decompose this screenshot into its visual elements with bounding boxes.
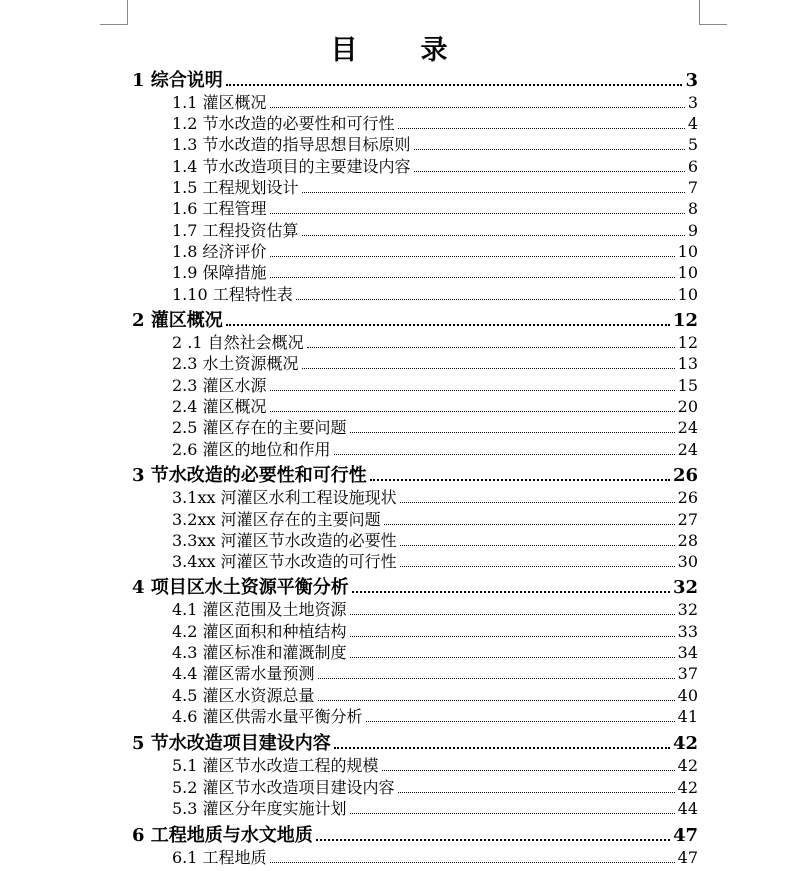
toc-label: 4 项目区水土资源平衡分析 xyxy=(132,577,349,598)
toc-page-number: 42 xyxy=(677,778,698,797)
toc-label: 1.9 保障措施 xyxy=(172,263,267,282)
toc-page-number: 12 xyxy=(672,310,698,331)
toc-label: 3.2xx 河灌区存在的主要问题 xyxy=(172,510,381,529)
toc-page-number: 40 xyxy=(677,686,698,705)
toc-entry-2-1[interactable] xyxy=(172,330,698,351)
toc-page-number: 10 xyxy=(677,242,698,261)
dot-leader xyxy=(350,602,675,615)
dot-leader xyxy=(334,442,675,455)
dot-leader xyxy=(350,420,675,433)
toc-label: 2.6 灌区的地位和作用 xyxy=(172,440,331,459)
toc-label: 1.5 工程规划设计 xyxy=(172,178,299,197)
dot-leader xyxy=(400,490,675,503)
toc-page-number: 42 xyxy=(677,756,698,775)
toc-entry-3-3[interactable] xyxy=(172,528,698,549)
toc-entry-2-4[interactable] xyxy=(172,394,698,415)
toc-label: 3 节水改造的必要性和可行性 xyxy=(132,465,367,486)
toc-section-3[interactable] xyxy=(132,461,698,485)
toc-entry-4-2[interactable] xyxy=(172,619,698,640)
dot-leader xyxy=(398,780,675,793)
toc-label: 4.1 灌区范围及土地资源 xyxy=(172,600,347,619)
toc-entry-2-6[interactable] xyxy=(172,437,698,458)
toc-label: 1.4 节水改造项目的主要建设内容 xyxy=(172,157,411,176)
toc-page-number: 12 xyxy=(677,333,698,352)
toc-entry-4-1[interactable] xyxy=(172,597,698,618)
toc-page-number: 7 xyxy=(687,178,698,197)
toc-label: 1.3 节水改造的指导思想目标原则 xyxy=(172,135,411,154)
toc-label: 2.4 灌区概况 xyxy=(172,397,267,416)
dot-leader xyxy=(398,116,685,129)
toc-label: 1.8 经济评价 xyxy=(172,242,267,261)
toc-page-number: 41 xyxy=(677,707,698,726)
toc-entry-5-2[interactable] xyxy=(172,775,698,796)
dot-leader xyxy=(302,180,685,193)
toc-entry-3-1[interactable] xyxy=(172,485,698,506)
toc-page-number: 27 xyxy=(677,510,698,529)
dot-leader xyxy=(307,335,675,348)
toc-page-number: 44 xyxy=(677,799,698,818)
toc-page-number: 5 xyxy=(687,135,698,154)
toc-label: 4.3 灌区标准和灌溉制度 xyxy=(172,643,347,662)
toc-entry-1-2[interactable] xyxy=(172,111,698,132)
toc-label: 2.3 水土资源概况 xyxy=(172,354,299,373)
dot-leader xyxy=(414,137,685,150)
dot-leader xyxy=(350,645,675,658)
dot-leader xyxy=(270,95,685,108)
toc-entry-3-4[interactable] xyxy=(172,549,698,570)
toc-label: 4.5 灌区水资源总量 xyxy=(172,686,315,705)
toc-page-number: 3 xyxy=(687,93,698,112)
toc-label: 1.2 节水改造的必要性和可行性 xyxy=(172,114,395,133)
toc-entry-4-5[interactable] xyxy=(172,683,698,704)
toc-label: 2.3 灌区水源 xyxy=(172,376,267,395)
toc-entry-5-3[interactable] xyxy=(172,796,698,817)
toc-entry-6-1[interactable] xyxy=(172,845,698,866)
toc-entry-2-3[interactable] xyxy=(172,373,698,394)
toc-label: 1.6 工程管理 xyxy=(172,199,267,218)
toc-page-number: 3 xyxy=(685,70,698,91)
dot-leader xyxy=(318,666,675,679)
toc-page-number: 26 xyxy=(672,465,698,486)
toc-page-number: 28 xyxy=(677,531,698,550)
toc-label: 3.1xx 河灌区水利工程设施现状 xyxy=(172,488,397,507)
toc-page-number: 20 xyxy=(677,397,698,416)
toc-entry-2-5[interactable] xyxy=(172,415,698,436)
toc-label: 4.6 灌区供需水量平衡分析 xyxy=(172,707,363,726)
dot-leader xyxy=(382,758,675,771)
toc-section-6[interactable] xyxy=(132,821,698,845)
toc-title: 目 录 xyxy=(330,35,466,66)
dot-leader xyxy=(270,265,675,278)
toc-entry-1-6[interactable] xyxy=(172,196,698,217)
toc-page-number: 15 xyxy=(677,376,698,395)
toc-entry-1-9[interactable] xyxy=(172,260,698,281)
toc-page-number: 33 xyxy=(677,622,698,641)
toc-label: 5.2 灌区节水改造项目建设内容 xyxy=(172,778,395,797)
toc-section-1[interactable] xyxy=(132,66,698,90)
toc-page-number: 32 xyxy=(677,600,698,619)
dot-leader xyxy=(366,709,675,722)
dot-leader xyxy=(414,159,685,172)
dot-leader xyxy=(302,356,675,369)
toc-page-number: 13 xyxy=(677,354,698,373)
toc-entry-1-8[interactable] xyxy=(172,239,698,260)
dot-leader xyxy=(400,533,675,546)
toc-page-number: 30 xyxy=(677,552,698,571)
dot-leader xyxy=(316,826,670,841)
toc-section-4[interactable] xyxy=(132,573,698,597)
toc-label: 6.1 工程地质 xyxy=(172,848,267,867)
toc-page-number: 4 xyxy=(687,114,698,133)
dot-leader xyxy=(400,554,675,567)
dot-leader xyxy=(270,244,675,257)
toc-section-2[interactable] xyxy=(132,306,698,330)
toc-label: 1.1 灌区概况 xyxy=(172,93,267,112)
toc-page-number: 10 xyxy=(677,285,698,304)
toc-page-number: 10 xyxy=(677,263,698,282)
toc-page-number: 8 xyxy=(687,199,698,218)
toc-entry-1-5[interactable] xyxy=(172,175,698,196)
toc-page-number: 6 xyxy=(687,157,698,176)
toc-entry-4-3[interactable] xyxy=(172,640,698,661)
toc-label: 2.5 灌区存在的主要问题 xyxy=(172,418,347,437)
toc-entry-1-1[interactable] xyxy=(172,90,698,111)
toc-label: 5.3 灌区分年度实施计划 xyxy=(172,799,347,818)
toc-section-5[interactable] xyxy=(132,729,698,753)
toc-page-number: 34 xyxy=(677,643,698,662)
dot-leader xyxy=(350,801,675,814)
toc-label: 4.2 灌区面积和种植结构 xyxy=(172,622,347,641)
dot-leader xyxy=(296,287,675,300)
toc-label: 5.1 灌区节水改造工程的规模 xyxy=(172,756,379,775)
toc-label: 3.4xx 河灌区节水改造的可行性 xyxy=(172,552,397,571)
toc-entry-1-7[interactable] xyxy=(172,218,698,239)
toc-label: 2 .1 自然社会概况 xyxy=(172,333,304,352)
toc-entry-5-1[interactable] xyxy=(172,753,698,774)
dot-leader xyxy=(350,624,675,637)
dot-leader xyxy=(302,223,685,236)
toc-label: 1 综合说明 xyxy=(132,70,223,91)
toc-label: 1.7 工程投资估算 xyxy=(172,221,299,240)
toc-entry-1-10[interactable] xyxy=(172,282,698,303)
dot-leader xyxy=(352,578,670,593)
toc-entry-4-6[interactable] xyxy=(172,704,698,725)
dot-leader xyxy=(318,688,675,701)
dot-leader xyxy=(270,378,675,391)
toc-page-number: 24 xyxy=(677,418,698,437)
toc-entry-1-3[interactable] xyxy=(172,132,698,153)
toc-page-number: 47 xyxy=(677,848,698,867)
dot-leader xyxy=(370,466,670,481)
toc-label: 4.4 灌区需水量预测 xyxy=(172,664,315,683)
toc-label: 3.3xx 河灌区节水改造的必要性 xyxy=(172,531,397,550)
toc-entry-2-2[interactable] xyxy=(172,351,698,372)
toc-page-number: 24 xyxy=(677,440,698,459)
toc-entry-4-4[interactable] xyxy=(172,661,698,682)
toc-page-number: 26 xyxy=(677,488,698,507)
dot-leader xyxy=(270,399,675,412)
toc-label: 2 灌区概况 xyxy=(132,310,223,331)
dot-leader xyxy=(334,734,670,749)
dot-leader xyxy=(384,512,675,525)
dot-leader xyxy=(270,850,675,863)
toc-label: 6 工程地质与水文地质 xyxy=(132,825,313,846)
toc-label: 1.10 工程特性表 xyxy=(172,285,293,304)
toc-label: 5 节水改造项目建设内容 xyxy=(132,733,331,754)
toc-page-number: 47 xyxy=(672,825,698,846)
dot-leader xyxy=(226,311,670,326)
dot-leader xyxy=(270,201,685,214)
toc-entry-1-4[interactable] xyxy=(172,154,698,175)
toc-page-number: 32 xyxy=(672,577,698,598)
toc-entry-3-2[interactable] xyxy=(172,507,698,528)
toc-page-number: 42 xyxy=(672,733,698,754)
toc-page-number: 9 xyxy=(687,221,698,240)
dot-leader xyxy=(226,71,683,86)
toc-page-number: 37 xyxy=(677,664,698,683)
